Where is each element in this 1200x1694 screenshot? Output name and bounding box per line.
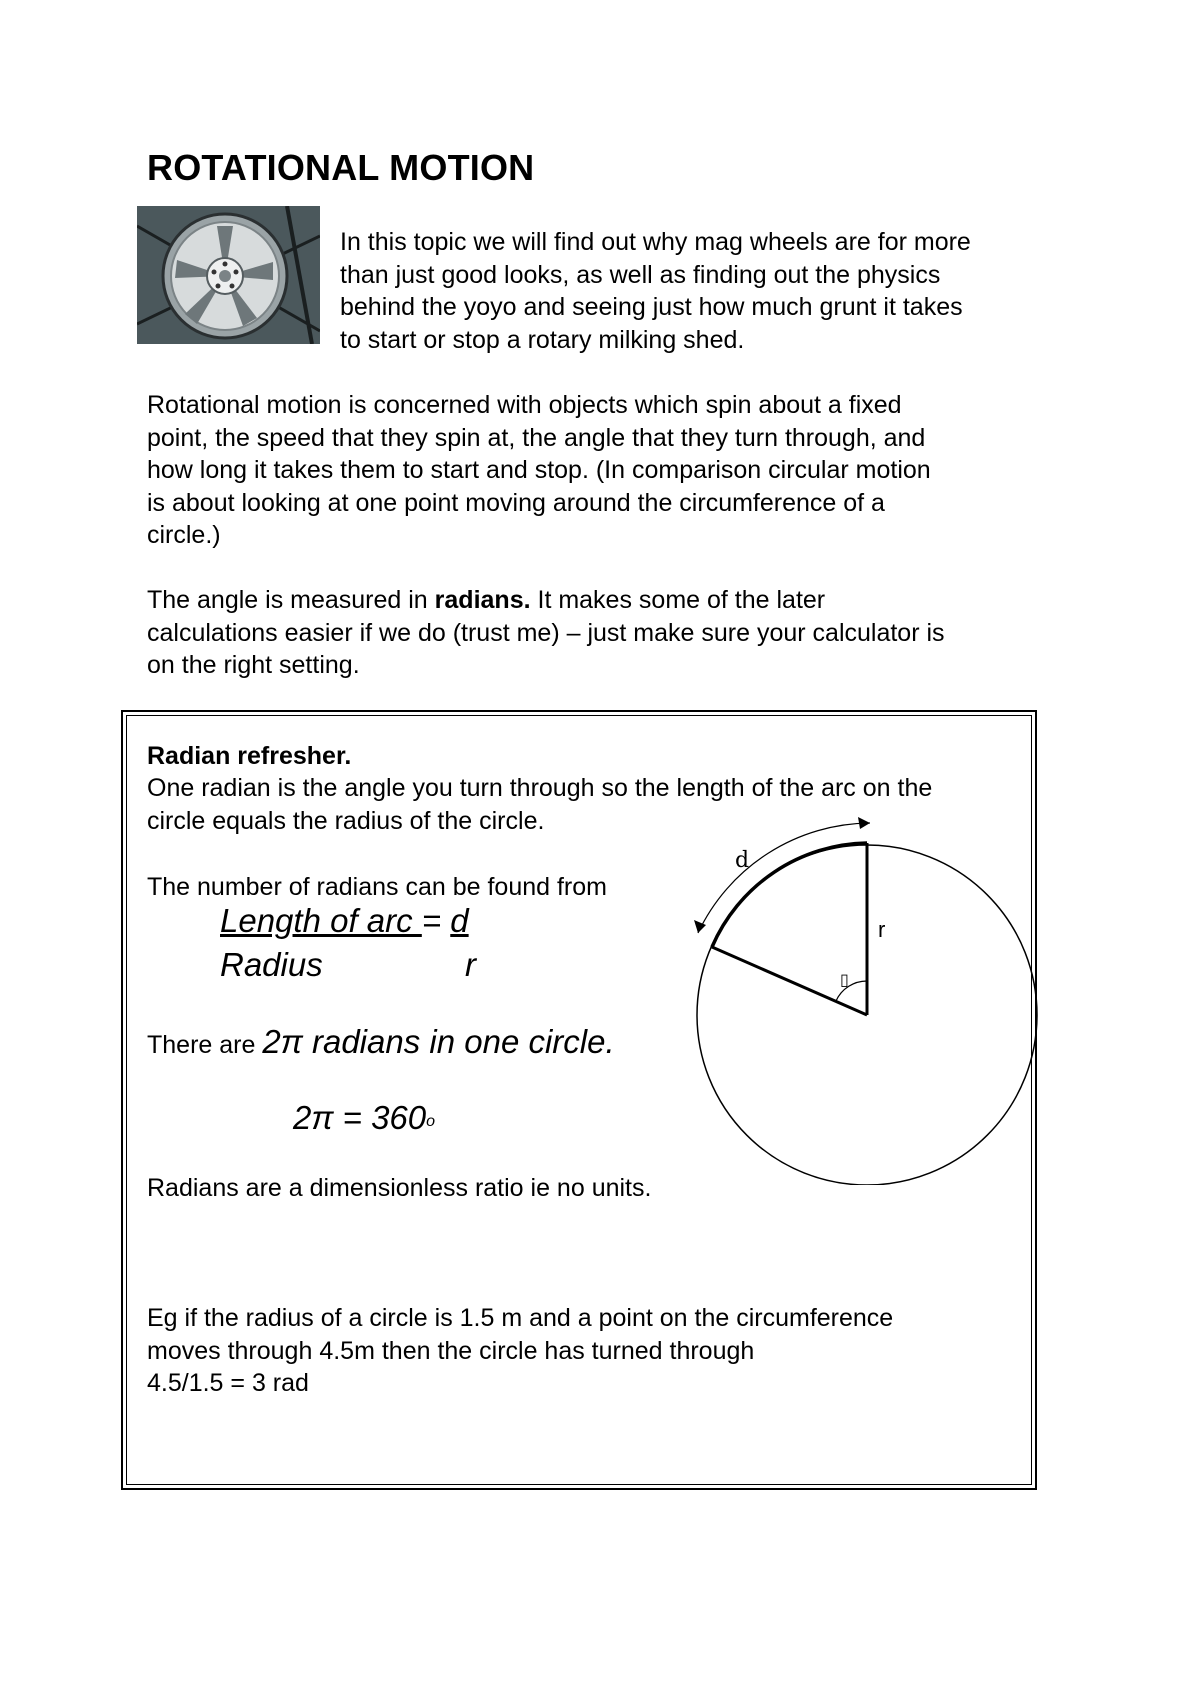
intro-line: to start or stop a rotary milking shed.: [340, 325, 745, 354]
radius-label: r: [878, 917, 886, 942]
angle-text: The angle is measured in: [147, 586, 435, 614]
arc-length-arrow: [698, 823, 870, 933]
paragraph-line: [147, 584, 945, 617]
example-line: moves through 4.5m then the circle has turned through: [147, 1336, 755, 1365]
definition-line: circle equals the radius of the circle.: [147, 806, 545, 835]
refresher-heading: Radian refresher.: [147, 742, 352, 770]
paragraph-line: Rotational motion is concerned with objects which spin about a fixed: [147, 391, 902, 419]
d-term: d: [450, 902, 469, 939]
intro-line: In this topic we will find out why mag wheels are for more: [340, 228, 971, 256]
paragraph-line: point, the speed that they spin at, the angle that they turn through, and: [147, 423, 926, 452]
arc-length-term: Length of arc: [220, 902, 422, 939]
example-line: 4.5/1.5 = 3 rad: [147, 1369, 309, 1397]
angle-paragraph: [147, 584, 945, 682]
degree-symbol: o: [426, 1113, 436, 1130]
found-from-text: The number of radians can be found from: [147, 873, 607, 901]
r-term: r: [465, 946, 476, 983]
radians-in-circle: [147, 1022, 615, 1065]
arc-label: d: [735, 848, 750, 873]
dimensionless-note: Radians are a dimensionless ratio ie no units.: [147, 1174, 652, 1202]
arrow-head-right: [858, 817, 870, 829]
two-pi: 2π: [262, 1023, 303, 1060]
circle-text-suffix: radians in one circle.: [302, 1023, 615, 1060]
circle-text-prefix: There are: [147, 1031, 263, 1059]
angle-symbol: ▯: [840, 970, 849, 989]
equation-denominator: Radius: [220, 946, 323, 983]
paragraph-line: on the right setting.: [147, 651, 360, 679]
degree-equation-text: 2π = 360: [293, 1099, 427, 1136]
intro-paragraph: [340, 226, 971, 356]
rotational-motion-paragraph: [147, 389, 931, 552]
radian-circle-diagram: [680, 805, 1050, 1185]
example-paragraph: [147, 1302, 893, 1400]
paragraph-line: circle.): [147, 521, 221, 549]
equals-sign: =: [421, 902, 451, 939]
radians-keyword: radians.: [434, 586, 531, 614]
definition-line: One radian is the angle you turn through so the length of the arc on the: [147, 774, 933, 802]
paragraph-line: calculations easier if we do (trust me) – just make sure your calculator is: [147, 618, 945, 647]
paragraph-line: how long it takes them to start and stop. (In comparison circular motion: [147, 456, 931, 484]
intro-line: than just good looks, as well as finding out the physics: [340, 260, 941, 289]
paragraph-line: is about looking at one point moving around the circumference of a: [147, 488, 885, 517]
mag-wheel-photo: [137, 206, 320, 344]
angle-text: It makes some of the later: [530, 586, 826, 614]
degree-equation: [293, 1098, 435, 1138]
page-title: ROTATIONAL MOTION: [147, 147, 535, 188]
equation-numerator: [220, 901, 469, 941]
intro-line: behind the yoyo and seeing just how much grunt it takes: [340, 293, 963, 321]
example-line: Eg if the radius of a circle is 1.5 m and a point on the circumference: [147, 1304, 894, 1332]
